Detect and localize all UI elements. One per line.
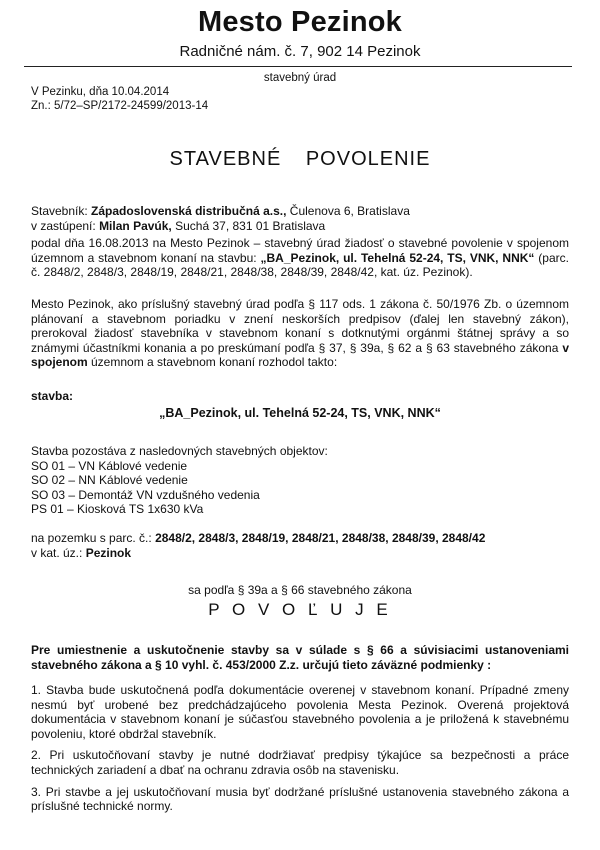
list-item: SO 01 – VN Káblové vedenie — [31, 458, 188, 473]
list-item: SO 03 – Demontáž VN vzdušného vedenia — [31, 487, 260, 502]
representative-address: Suchá 37, 831 01 Bratislava — [175, 218, 326, 233]
application-paragraph — [31, 236, 569, 280]
parcel-numbers: 2848/2, 2848/3, 2848/19, 2848/21, 2848/38, 2848/39, 2848/42 — [155, 531, 486, 545]
header-divider — [24, 66, 572, 67]
list-item: SO 02 – NN Káblové vedenie — [31, 473, 188, 488]
conditions — [31, 683, 569, 821]
legal-basis: sa podľa § 39a a § 66 stavebného zákona — [188, 583, 412, 597]
list-item: 3. Pri stavbe a jej uskutočňovaní musia byť dodržané príslušné ustanovenia stavebného zákona a príslušné technické normy. — [31, 784, 569, 814]
construction-label: stavba: — [31, 389, 74, 403]
authority-paragraph — [31, 297, 569, 370]
applicant-block — [31, 204, 569, 233]
cadastre-name: Pezinok — [85, 545, 132, 560]
objects-intro: Stavba pozostáva z nasledovných stavebných objektov: — [31, 444, 328, 458]
city-name: Mesto Pezinok — [197, 6, 403, 38]
application-parcels: (parc. č. 2848/2, 2848/3, 2848/19, 2848/21, 2848/38, 2848/39, 2848/42, kat. úz. Pezinok). — [31, 250, 569, 280]
list-item: 1. Stavba bude uskutočnená podľa dokumentácie overenej v stavebnom konaní. Prípadné zmeny nesmú byť urobené bez predchádzajúceho povolenia Mesta Pezinok. Overená projektová dokumentácia v stavebnom konaní je súčasťou stavebného povolenia a je priložená k stavebnému povoleniu, ktoré obdržal stavebník. — [31, 683, 569, 741]
parcel-block — [31, 531, 569, 560]
list-item: 2. Pri uskutočňovaní stavby je nutné dodržiavať predpisy týkajúce sa bezpečnosti a práce technických zariadení a dbať na ochranu zdravia osôb na stavenisku. — [31, 748, 569, 777]
office-name: stavebný úrad — [263, 72, 337, 84]
representative-label: v zastúpení: — [31, 218, 96, 233]
parcel-label: na pozemku s parc. č.: — [31, 531, 156, 545]
conditions-list — [31, 683, 569, 814]
applicant-address: Čulenova 6, Bratislava — [289, 204, 410, 218]
authority-text: Mesto Pezinok, ako príslušný stavebný úrad podľa § 117 ods. 1 zákona č. 50/1976 Zb. o územnom plánovaní a stavebnom poriadku v znení neskorších predpisov (ďalej len stavebný zákon), prerokoval žiadosť stavebníka v stavebnom konaní s dotknutými orgánmi štátnej správy a so známymi účastníkmi konania a po preskúmaní podľa § 37, § 39a, § 62 a § 63 stavebného zákona — [31, 297, 569, 355]
file-number: Zn.: 5/72–SP/2172-24599/2013-14 — [31, 100, 209, 112]
application-text: podal dňa 16.08.2013 na Mesto Pezinok – stavebný úrad žiadosť o stavebné povolenie v spojenom územnom a stavebnom konaní na stavbu: — [31, 236, 569, 265]
conditions-intro: Pre umiestnenie a uskutočnenie stavby sa v súlade s § 66 a súvisiacimi ustanoveniami stavebného zákona a § 10 vyhl. č. 453/2000 Z.z. určujú tieto záväzné podmienky : — [31, 643, 569, 672]
construction-name: „BA_Pezinok, ul. Tehelná 52-24, TS, VNK, NNK“ — [159, 406, 441, 420]
applicant-name: Západoslovenská distribučná a.s., — [91, 204, 287, 218]
representative-name: Milan Pavúk, — [99, 218, 172, 233]
authority-emphasis: v spojenom — [31, 340, 569, 370]
city-address: Radničné nám. č. 7, 902 14 Pezinok — [179, 43, 421, 60]
list-item: PS 01 – Kiosková TS 1x630 kVa — [31, 502, 204, 517]
verdict: P O V O Ľ U J E — [208, 600, 392, 619]
construction-objects — [31, 444, 569, 517]
cadastre-label: v kat. úz.: — [31, 545, 86, 560]
document-title: STAVEBNÉ POVOLENIE — [169, 148, 431, 170]
objects-list — [31, 459, 569, 517]
place-date: V Pezinku, dňa 10.04.2014 — [31, 86, 170, 98]
applicant-label: Stavebník: — [31, 204, 88, 218]
authority-text-end: územnom a stavebnom konaní rozhodol takto: — [87, 355, 338, 370]
construction-name-inline: „BA_Pezinok, ul. Tehelná 52-24, TS, VNK, NNK“ — [260, 250, 535, 265]
